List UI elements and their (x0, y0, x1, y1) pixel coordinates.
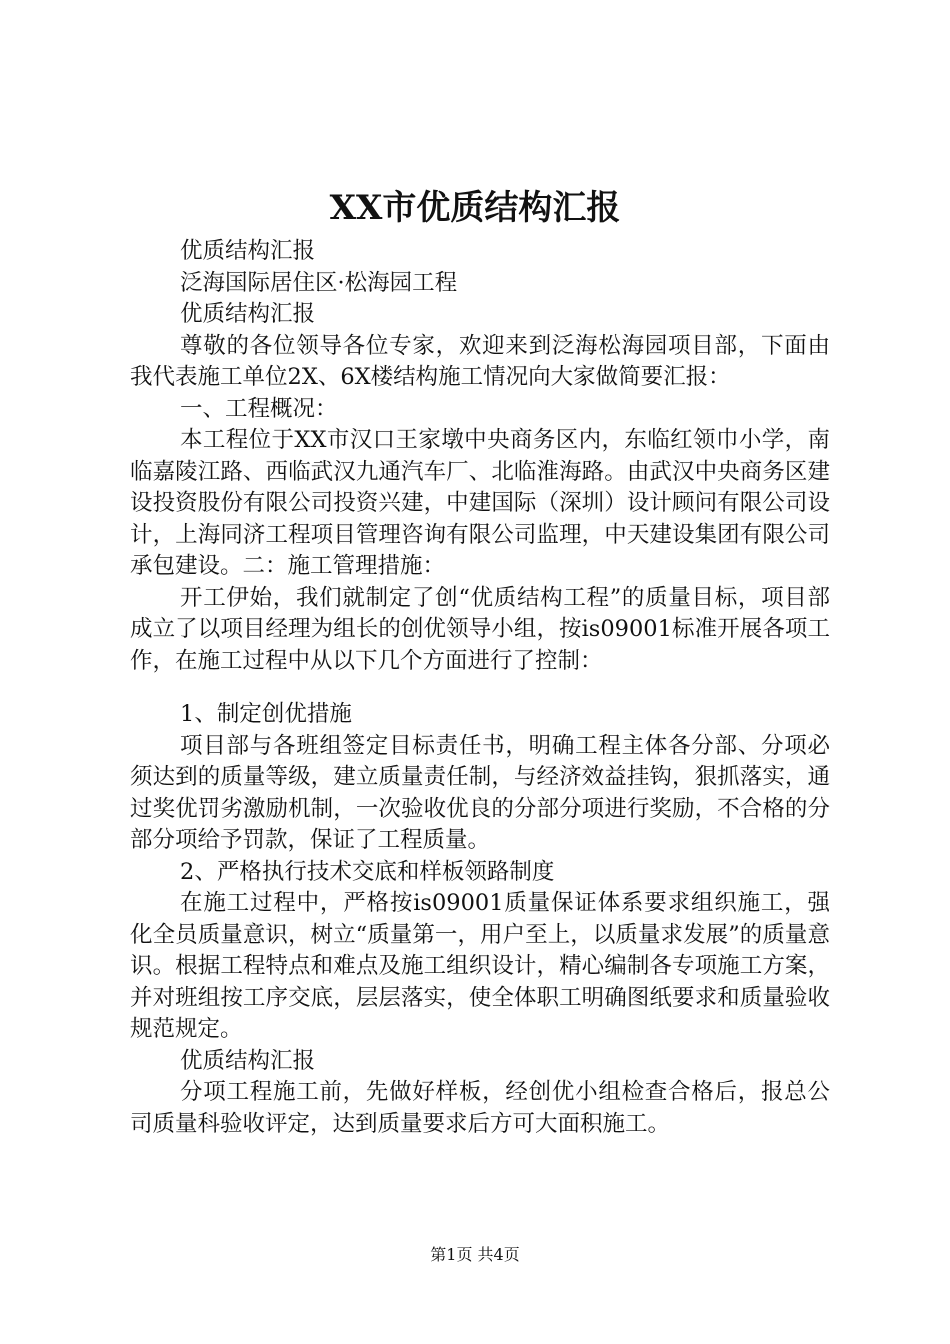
paragraph: 优质结构汇报 (180, 301, 316, 327)
section-heading: 一、工程概况： (180, 395, 338, 422)
paragraph: 开工伊始，我们就制定了创“优质结构工程”的质量目标，项目部成立了以项目经理为组长的创优领导小组，按is09001标准开展各项工作，在施工过程中从以下几个方面进行了控制： (130, 584, 830, 674)
paragraph: 分项工程施工前，先做好样板，经创优小组检查合格后，报总公司质量科验收评定，达到质量要求后方可大面积施工。 (130, 1079, 830, 1137)
paragraph: 在施工过程中，严格按is09001质量保证体系要求组织施工，强化全员质量意识，树立“质量第一，用户至上，以质量求发展”的质量意识。根据工程特点和难点及施工组织设计，精心编制各专项施工方案，并对班组按工序交底，层层落实，使全体职工明确图纸要求和质量验收规范规定。 (130, 890, 830, 1042)
section-heading: 1、制定创优措施 (180, 701, 352, 727)
paragraph: 本工程位于XX市汉口王家墩中央商务区内，东临红领巾小学，南临嘉陵江路、西临武汉九通汽车厂、北临淮海路。由武汉中央商务区建设投资股份有限公司投资兴建，中建国际（深圳）设计顾问有限公司设计，上海同济工程项目管理咨询有限公司监理，中天建设集团有限公司承包建设。二：施工管理措施： (130, 427, 830, 579)
document-title: XX市优质结构汇报 (329, 188, 621, 228)
paragraph: 尊敬的各位领导各位专家，欢迎来到泛海松海园项目部，下面由我代表施工单位2X、6X楼结构施工情况向大家做简要汇报： (130, 332, 830, 390)
paragraph: 优质结构汇报 (180, 1047, 316, 1074)
paragraph: 泛海国际居住区·松海园工程 (180, 269, 458, 296)
section-heading: 2、严格执行技术交底和样板领路制度 (180, 858, 555, 885)
paragraph: 优质结构汇报 (180, 238, 316, 264)
page-footer: 第1页 共4页 (430, 1245, 520, 1264)
document-body (130, 236, 830, 1140)
paragraph: 项目部与各班组签定目标责任书，明确工程主体各分部、分项必须达到的质量等级，建立质量责任制，与经济效益挂钩，狠抓落实，通过奖优罚劣激励机制，一次验收优良的分部分项进行奖励，不合格的分部分项给予罚款，保证了工程质量。 (130, 732, 830, 853)
